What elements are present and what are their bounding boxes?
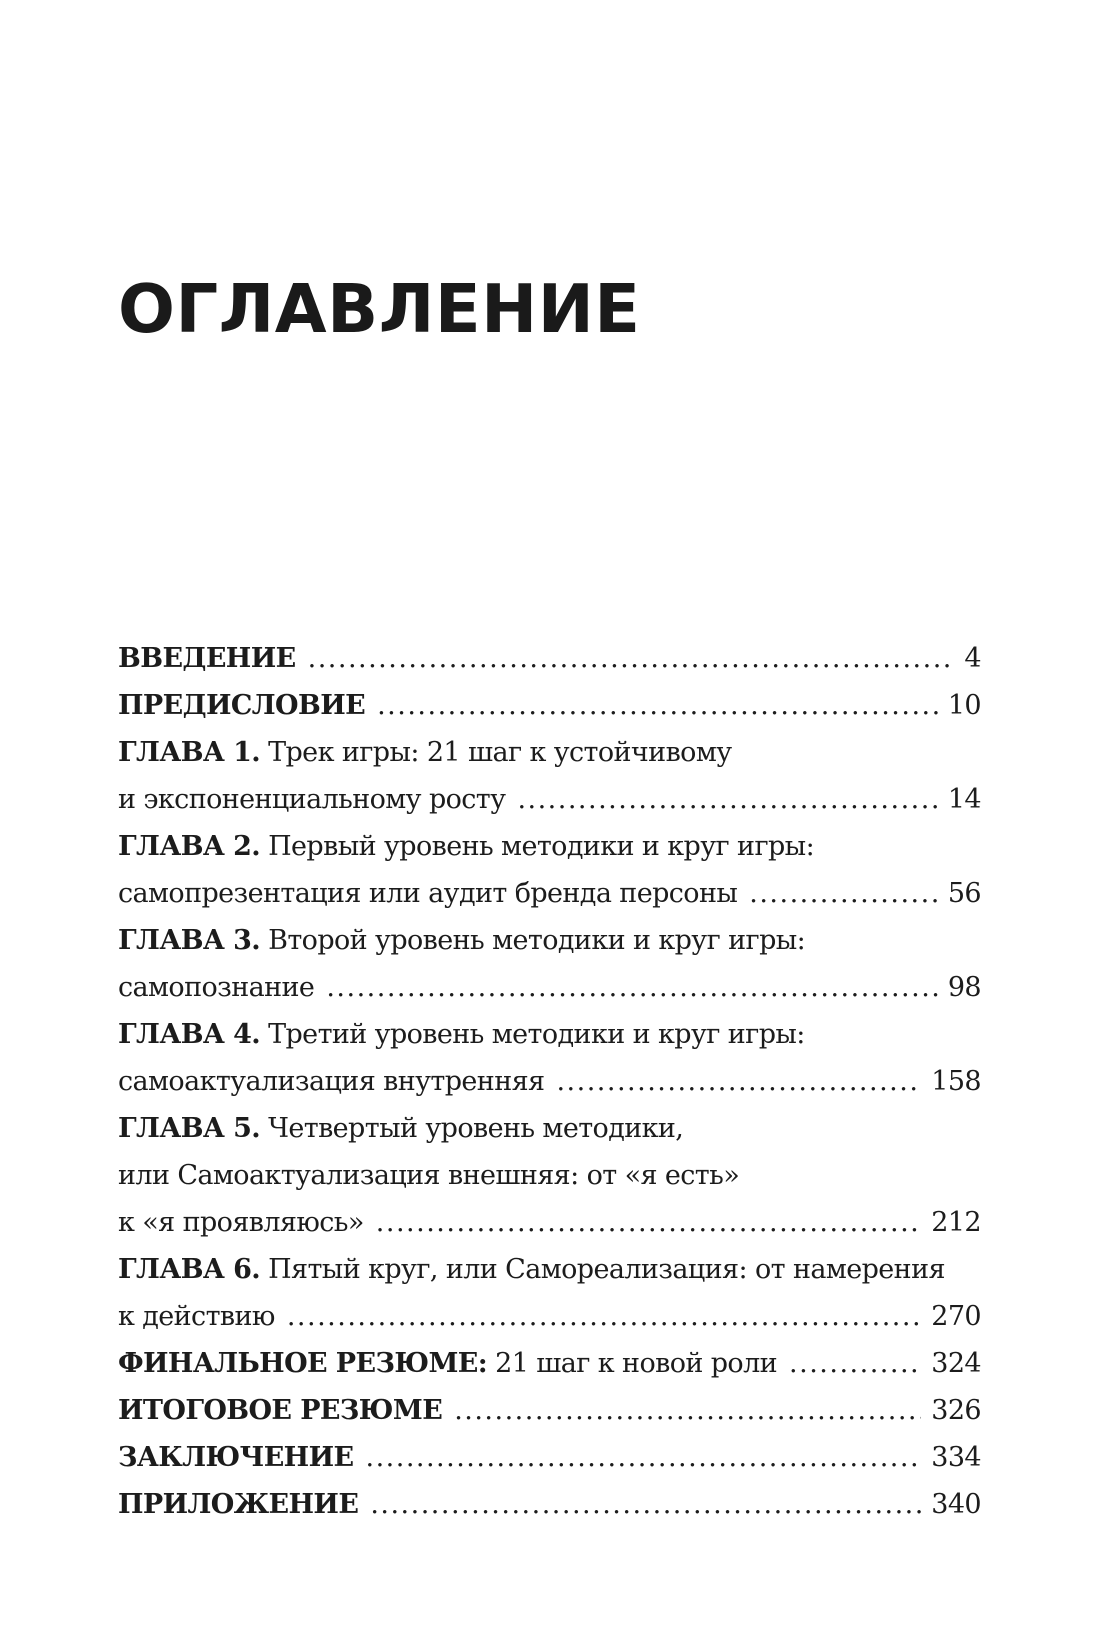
toc-page-number: 4	[964, 643, 981, 674]
toc-entry-final-summary[interactable]	[118, 1340, 981, 1387]
toc-page-number: 340	[931, 1489, 981, 1520]
toc-page-number: 212	[931, 1207, 981, 1238]
toc-entry-title-line: или Самоактуализация внешняя: от «я есть»	[118, 1160, 740, 1191]
dot-leader	[365, 1434, 921, 1481]
toc-entry-heading: ФИНАЛЬНОЕ РЕЗЮМЕ:	[118, 1348, 488, 1379]
toc-entry-title-line: Пятый круг, или Самореализация: от намерения	[268, 1254, 945, 1285]
toc-entry-heading: ГЛАВА 2.	[118, 831, 261, 862]
dot-leader	[517, 776, 937, 823]
toc-page-number: 10	[947, 690, 981, 721]
toc-entry-heading: ГЛАВА 5.	[118, 1113, 261, 1144]
toc-line	[118, 1011, 981, 1058]
toc-entry-title-line: самопрезентация или аудит бренда персоны	[118, 878, 738, 909]
toc-entry-chapter-6[interactable]	[118, 1246, 981, 1340]
toc-page-number: 14	[947, 784, 981, 815]
toc-entry-title-line: самопознание	[118, 972, 315, 1003]
toc-page-number: 98	[947, 972, 981, 1003]
toc-entry-introduction[interactable]	[118, 635, 981, 682]
toc-entry-title-line: 21 шаг к новой роли	[495, 1348, 778, 1379]
toc-line	[118, 870, 981, 917]
toc-entry-chapter-5[interactable]	[118, 1105, 981, 1246]
toc-entry-title-line: к действию	[118, 1301, 275, 1332]
toc-entry-chapter-2[interactable]	[118, 823, 981, 917]
toc-page-number: 326	[931, 1395, 981, 1426]
toc-entry-heading: ГЛАВА 3.	[118, 925, 261, 956]
toc-line	[118, 1434, 981, 1481]
toc-entry-heading: ГЛАВА 1.	[118, 737, 261, 768]
toc-entry-heading: ГЛАВА 4.	[118, 1019, 261, 1050]
toc-line	[118, 1293, 981, 1340]
toc-line	[118, 635, 981, 682]
dot-leader	[326, 964, 938, 1011]
toc-entry-title-line: Трек игры: 21 шаг к устойчивому	[268, 737, 732, 768]
toc-line	[118, 1387, 981, 1434]
dot-leader	[749, 870, 938, 917]
toc-line	[118, 1105, 981, 1152]
toc-entry-heading: ИТОГОВОЕ РЕЗЮМЕ	[118, 1395, 443, 1426]
toc-page-number: 56	[947, 878, 981, 909]
toc-entry-preface[interactable]	[118, 682, 981, 729]
toc-entry-title-line: к «я проявляюсь»	[118, 1207, 364, 1238]
dot-leader	[556, 1058, 921, 1105]
toc-entry-chapter-4[interactable]	[118, 1011, 981, 1105]
toc-line	[118, 776, 981, 823]
toc-page-number: 270	[931, 1301, 981, 1332]
toc-entry-heading: ГЛАВА 6.	[118, 1254, 261, 1285]
toc-line	[118, 1340, 981, 1387]
dot-leader	[377, 682, 938, 729]
toc-entry-heading: ВВЕДЕНИЕ	[118, 643, 296, 674]
toc-line	[118, 1058, 981, 1105]
dot-leader	[287, 1293, 921, 1340]
toc-line	[118, 729, 981, 776]
toc-entry-title-line: Третий уровень методики и круг игры:	[268, 1019, 805, 1050]
toc-entry-title-line: Четвертый уровень методики,	[268, 1113, 684, 1144]
toc-line	[118, 964, 981, 1011]
dot-leader	[308, 635, 955, 682]
toc-entry-title-line: Второй уровень методики и круг игры:	[268, 925, 806, 956]
toc-line	[118, 1481, 981, 1528]
toc-entry-heading: ПРИЛОЖЕНИЕ	[118, 1489, 359, 1520]
dot-leader	[370, 1481, 921, 1528]
toc-entry-title-line: и экспоненциальному росту	[118, 784, 506, 815]
toc-entry-heading: ПРЕДИСЛОВИЕ	[118, 690, 366, 721]
dot-leader	[789, 1340, 921, 1387]
toc-page-number: 324	[931, 1348, 981, 1379]
toc-entry-heading: ЗАКЛЮЧЕНИЕ	[118, 1442, 354, 1473]
toc-line	[118, 917, 981, 964]
dot-leader	[454, 1387, 921, 1434]
table-of-contents	[118, 635, 981, 1528]
toc-entry-title-line: самоактуализация внутренняя	[118, 1066, 545, 1097]
toc-line	[118, 823, 981, 870]
toc-entry-conclusion[interactable]	[118, 1434, 981, 1481]
toc-page-number: 334	[931, 1442, 981, 1473]
toc-line	[118, 1152, 981, 1199]
toc-line	[118, 1246, 981, 1293]
toc-entry-appendix[interactable]	[118, 1481, 981, 1528]
page-title: ОГЛАВЛЕНИЕ	[118, 270, 641, 348]
toc-entry-chapter-1[interactable]	[118, 729, 981, 823]
toc-line	[118, 682, 981, 729]
toc-entry-total-summary[interactable]	[118, 1387, 981, 1434]
toc-entry-chapter-3[interactable]	[118, 917, 981, 1011]
toc-entry-title-line: Первый уровень методики и круг игры:	[268, 831, 815, 862]
dot-leader	[376, 1199, 921, 1246]
toc-line	[118, 1199, 981, 1246]
toc-page-number: 158	[931, 1066, 981, 1097]
